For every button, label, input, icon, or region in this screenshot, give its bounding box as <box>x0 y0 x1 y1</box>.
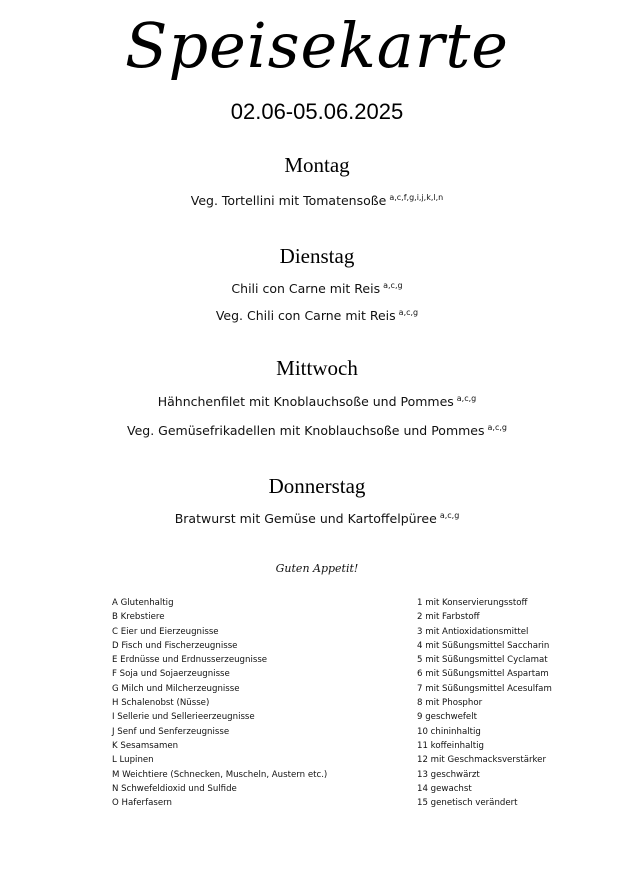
allergen-item: M Weichtiere (Schnecken, Muscheln, Austern etc.) <box>112 769 328 780</box>
additive-item: 15 genetisch verändert <box>417 798 518 809</box>
dish-text: Bratwurst mit Gemüse und Kartoffelpüree <box>174 511 437 526</box>
additive-legend <box>417 596 552 810</box>
allergen-item: K Sesamsamen <box>112 740 179 751</box>
dish-text: Veg. Tortellini mit Tomatensoße <box>190 193 387 208</box>
dish-item <box>0 304 634 325</box>
closing-greeting: Guten Appetit! <box>275 562 359 575</box>
additive-item: 13 geschwärzt <box>417 769 480 780</box>
allergen-item: I Sellerie und Sellerieerzeugnisse <box>112 712 255 723</box>
dish-text: Veg. Gemüsefrikadellen mit Knoblauchsoße und Pommes <box>127 423 485 438</box>
dish-item <box>0 419 634 440</box>
additive-item: 14 gewachst <box>417 783 472 794</box>
dish-allergen-codes: a,c,g <box>398 308 419 317</box>
allergen-item: B Krebstiere <box>112 612 165 623</box>
allergen-item: F Soja und Sojaerzeugnisse <box>112 669 230 680</box>
additive-item: 11 koffeinhaltig <box>417 740 484 751</box>
allergen-item: C Eier und Eierzeugnisse <box>112 626 219 637</box>
dish-allergen-codes: a,c,g <box>383 281 403 290</box>
day-heading-mittwoch: Mittwoch <box>276 356 358 380</box>
dish-text: Chili con Carne mit Reis <box>231 281 381 296</box>
day-heading-montag: Montag <box>284 153 350 177</box>
dish-allergen-codes: a,c,f,g,i,j,k,l,n <box>389 193 444 202</box>
allergen-item: O Haferfasern <box>112 798 172 809</box>
additive-item: 2 mit Farbstoff <box>417 612 480 623</box>
dish-item <box>0 390 634 411</box>
date-range: 02.06-05.06.2025 <box>230 99 404 124</box>
dish-allergen-codes: a,c,g <box>456 394 477 403</box>
allergen-item: N Schwefeldioxid und Sulfide <box>112 783 237 794</box>
day-heading-dienstag: Dienstag <box>279 244 355 268</box>
dish-text: Veg. Chili con Carne mit Reis <box>215 308 396 323</box>
allergen-item: A Glutenhaltig <box>112 598 174 608</box>
additive-item: 6 mit Süßungsmittel Aspartam <box>417 669 549 680</box>
allergen-item: D Fisch und Fischerzeugnisse <box>112 640 238 651</box>
allergen-item: J Senf und Senferzeugnisse <box>112 726 230 737</box>
allergen-item: G Milch und Milcherzeugnisse <box>112 683 240 694</box>
dish-allergen-codes: a,c,g <box>487 423 507 432</box>
allergen-item: H Schalenobst (Nüsse) <box>112 698 210 709</box>
allergen-item: E Erdnüsse und Erdnusserzeugnisse <box>112 655 268 666</box>
page-title: Speisekarte <box>125 9 509 82</box>
allergen-legend <box>112 596 327 810</box>
additive-item: 1 mit Konservierungsstoff <box>417 598 528 608</box>
day-heading-donnerstag: Donnerstag <box>268 474 366 498</box>
additive-item: 8 mit Phosphor <box>417 698 483 709</box>
dish-item <box>0 507 634 528</box>
additive-item: 9 geschwefelt <box>417 712 477 723</box>
allergen-item: L Lupinen <box>112 755 154 766</box>
additive-item: 10 chininhaltig <box>417 726 481 737</box>
dish-allergen-codes: a,c,g <box>439 511 460 520</box>
dish-text: Hähnchenfilet mit Knoblauchsoße und Pommes <box>157 394 454 409</box>
additive-item: 7 mit Süßungsmittel Acesulfam <box>417 683 552 694</box>
additive-item: 5 mit Süßungsmittel Cyclamat <box>417 655 548 666</box>
additive-item: 3 mit Antioxidationsmittel <box>417 626 529 637</box>
dish-item <box>0 189 634 210</box>
additive-item: 12 mit Geschmacksverstärker <box>417 755 546 766</box>
dish-item <box>0 277 634 298</box>
additive-item: 4 mit Süßungsmittel Saccharin <box>417 640 550 651</box>
